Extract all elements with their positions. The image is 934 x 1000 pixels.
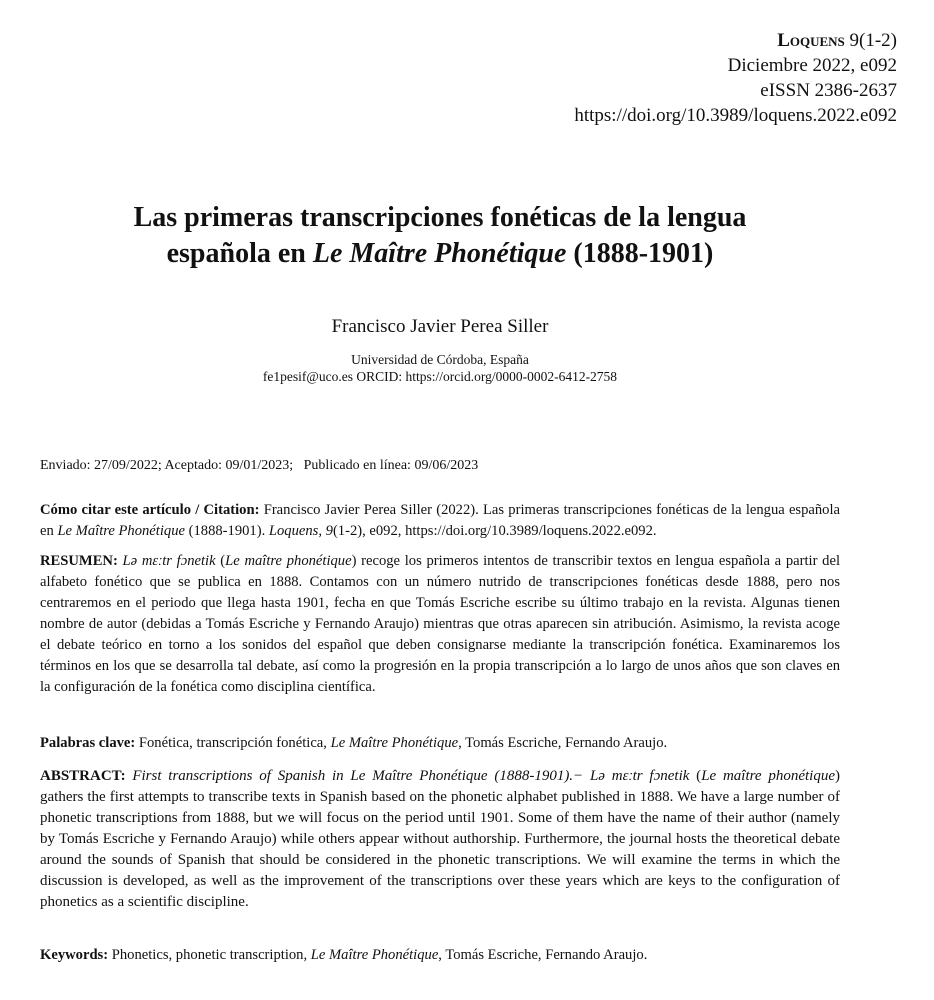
doi-link[interactable]: https://doi.org/10.3989/loquens.2022.e092 [574, 105, 897, 126]
keywords-text: Phonetics, phonetic transcription, [108, 947, 311, 963]
palabras-clave-label: Palabras clave: [40, 735, 136, 751]
citation-doi: (1-2), e092, https://doi.org/10.3989/loquens.2022.e092. [332, 523, 657, 539]
palabras-clave-paragraph [40, 733, 840, 754]
author-name: Francisco Javier Perea Siller [331, 316, 549, 337]
citation-loquens: Loquens, 9 [268, 523, 333, 539]
submission-dates: Enviado: 27/09/2022; Aceptado: 09/01/2023; Publicado en línea: 09/06/2023 [40, 458, 479, 473]
journal-name: Loquens [777, 30, 845, 51]
resumen-phonetic-title: Lə mɛːtr fɔnetik [117, 553, 216, 569]
palabras-clave-italic: Le Maître Phonétique [330, 735, 459, 751]
citation-text: Francisco Javier Perea Siller (2022). Las primeras transcripciones fonéticas de la lengua española en [40, 502, 841, 539]
resumen-label: RESUMEN: [40, 553, 118, 569]
keywords-italic: Le Maître Phonétique [310, 947, 439, 963]
title-text: española en [166, 238, 313, 269]
affiliation: Universidad de Córdoba, España [351, 352, 529, 367]
abstract-body: ) gathers the first attempts to transcribe texts in Spanish based on the phonetic alphabet published in 1888. We have a large number of phonetic transcriptions from 1888, but we will focus on the period until 1901. Some of them have the name of their author (namely by Tomás Escriche y Fernando Araujo) while others appear without authorship. Furthermore, the journal hosts the theoretical debate around the sounds of Spanish that should be considered in the phonetic transcriptions. We will examine the terms in which the discussion is developed, as well as the improvement of the transcriptions over these years which are keys to the configuration of phonetics as a scientific discipline. [40, 768, 840, 910]
abstract-journal-italic: Le maître phonétique [701, 768, 835, 784]
resumen-journal-italic: Le maître phonétique [225, 553, 352, 569]
title-years: (1888-1901) [566, 238, 714, 269]
author-contact: fe1pesif@uco.es ORCID: https://orcid.org/0000-0002-6412-2758 [262, 369, 618, 384]
journal-header [574, 28, 897, 128]
citation-years: (1888-1901). [184, 523, 269, 539]
abstract-paragraph [40, 766, 840, 913]
title-line-2 [0, 236, 880, 272]
resumen-body: ) recoge los primeros intentos de transcribir textos en lengua española a partir del alfabeto fonético que se publica en 1888. Contamos con un número nutrido de transcripciones fonéticas desde 1888, pero nos centraremos en el periodo que llega hasta 1901, fecha en que Tomás Escriche escribe su último trabajo en la revista. Algunas tienen nombre de autor (debidas a Tomás Escriche y Fernando Araujo) mientras que otras aparecen sin atribución. Asimismo, la revista acoge el debate teórico en torno a los sonidos del español que deben consignarse mediante la transcripción fonética. Examinaremos los términos en los que se desarrolla tal debate, así como la progresión en la propia transcripción a lo largo de unos años que son claves en la configuración de la fonética como disciplina científica. [40, 553, 840, 695]
title-italic: Le Maître Phonétique [312, 238, 567, 269]
citation-label: Cómo citar este artículo / Citation: [40, 502, 260, 518]
abstract-english-title: First transcriptions of Spanish in Le Maître Phonétique (1888-1901).− Lə mɛːtr fɔnetik [125, 768, 690, 784]
abstract-paren: ( [689, 768, 702, 784]
abstract-label: ABSTRACT: [40, 768, 126, 784]
journal-volume-line [574, 28, 897, 53]
palabras-clave-text: Fonética, transcripción fonética, [135, 735, 331, 751]
resumen-paragraph [40, 551, 840, 698]
issue-date: Diciembre 2022, e092 [727, 55, 897, 76]
citation-journal-italic: Le Maître Phonétique [57, 523, 185, 539]
palabras-clave-rest: , Tomás Escriche, Fernando Araujo. [458, 735, 668, 751]
journal-volume: 9(1-2) [844, 30, 897, 51]
keywords-rest: , Tomás Escriche, Fernando Araujo. [438, 947, 648, 963]
paper-title [0, 200, 880, 272]
author-affiliation-block [0, 351, 880, 385]
title-line-1: Las primeras transcripciones fonéticas de la lengua [133, 202, 747, 233]
keywords-label: Keywords: [40, 947, 109, 963]
keywords-paragraph [40, 945, 840, 966]
eissn: eISSN 2386-2637 [760, 80, 897, 101]
citation-paragraph [40, 500, 840, 542]
resumen-paren: ( [215, 553, 226, 569]
